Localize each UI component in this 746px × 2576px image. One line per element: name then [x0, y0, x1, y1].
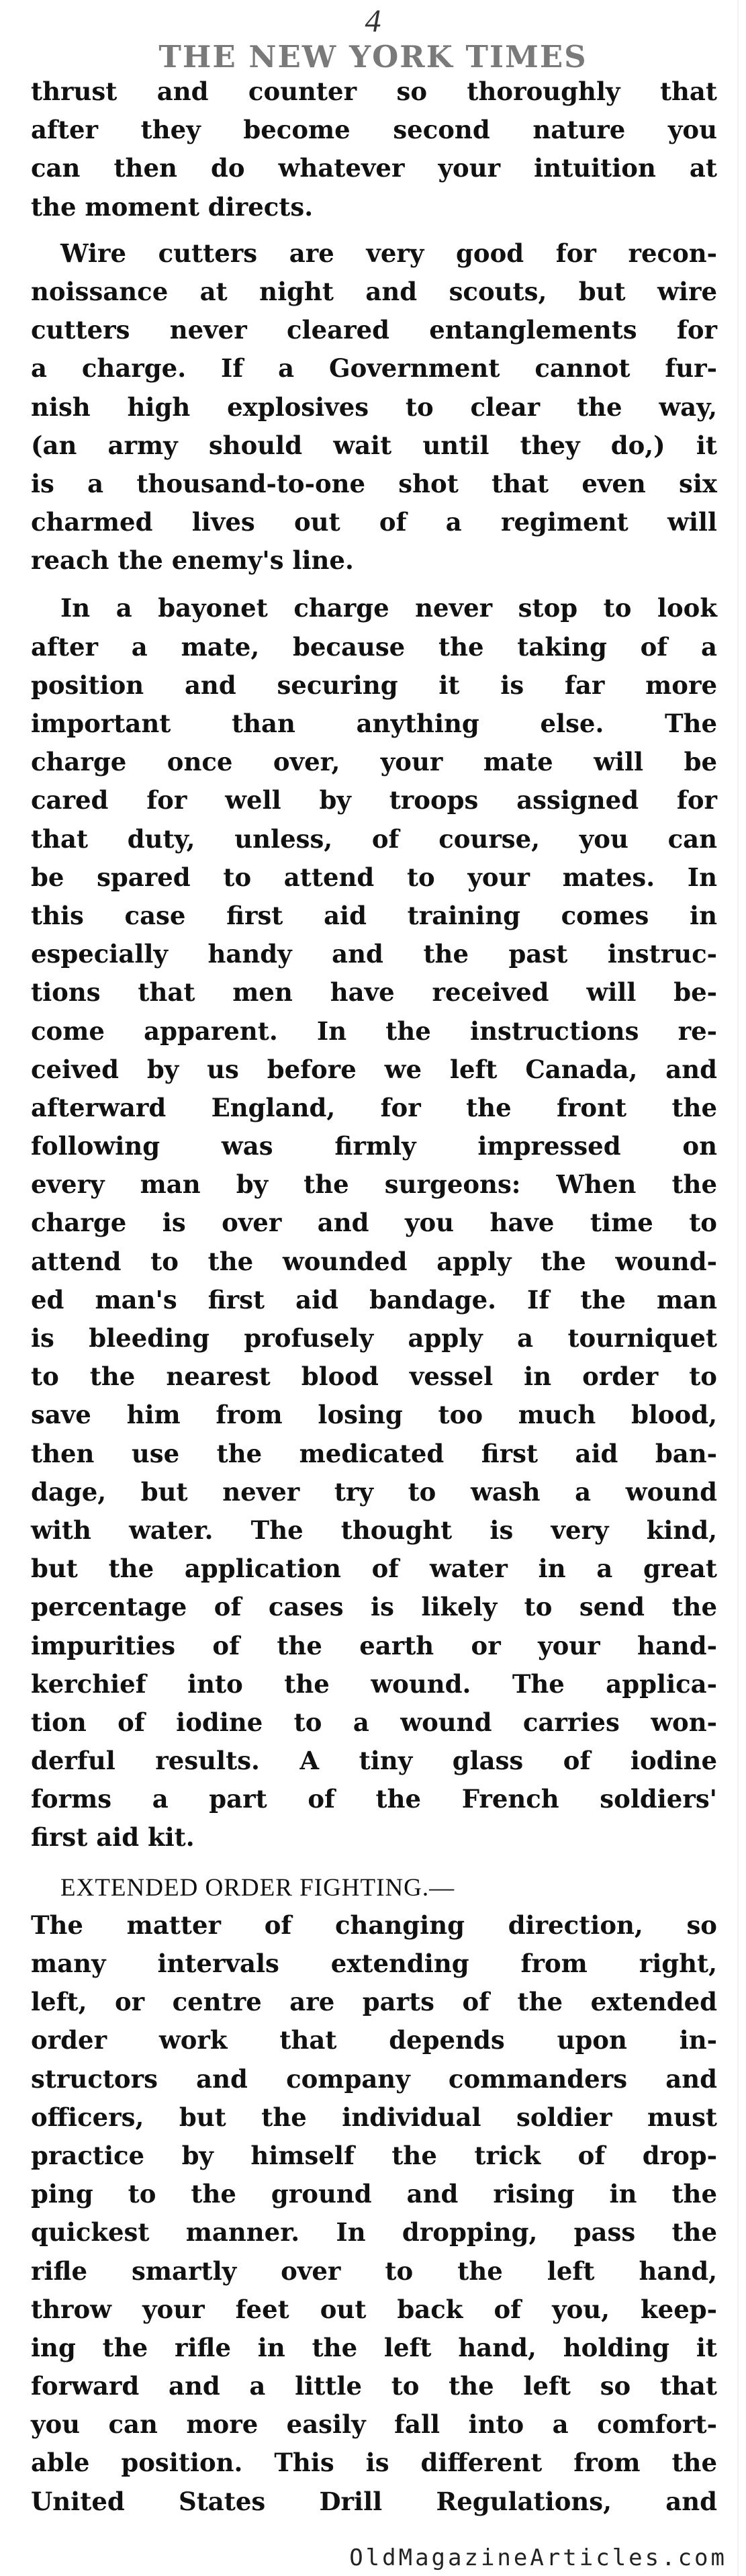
text-line: be spared to attend to your mates. In [31, 862, 717, 892]
text-line: can then do whatever your intuition at [31, 153, 717, 183]
text-line: save him from losing too much blood, [31, 1400, 717, 1430]
text-line: tions that men have received will be- [31, 977, 717, 1008]
text-line: United States Drill Regulations, and [31, 2486, 717, 2516]
text-line: then use the medicated first aid ban- [31, 1438, 717, 1468]
article-body [31, 73, 717, 2521]
text-line: The matter of changing direction, so [31, 1910, 717, 1940]
text-line: come apparent. In the instructions re- [31, 1016, 717, 1046]
text-line: following was firmly impressed on [31, 1131, 717, 1161]
text-line: Wire cutters are very good for recon- [60, 238, 717, 268]
text-line: derful results. A tiny glass of iodine [31, 1746, 717, 1776]
text-line: cutters never cleared entanglements for [31, 315, 717, 345]
text-line: important than anything else. The [31, 709, 717, 738]
paragraph-2 [31, 234, 717, 580]
text-line: order work that depends upon in- [31, 2025, 717, 2055]
text-line: charge once over, your mate will be [31, 747, 717, 777]
text-line: many intervals extending from right, [31, 1949, 717, 1978]
text-line: charge is over and you have time to [31, 1208, 717, 1238]
source-credit: OldMagazineArticles.com [349, 2544, 727, 2571]
text-line: cared for well by troops assigned for [31, 785, 717, 815]
text-line: percentage of cases is likely to send the [31, 1592, 717, 1622]
text-line: ing the rifle in the left hand, holding it [31, 2332, 717, 2362]
paragraph-4 [31, 1868, 717, 2521]
text-line: with water. The thought is very kind, [31, 1515, 717, 1545]
text-line: position and securing it is far more [31, 670, 717, 700]
text-line: tion of iodine to a wound carries won- [31, 1707, 717, 1737]
text-line: rifle smartly over to the left hand, [31, 2256, 717, 2286]
column-edge [737, 0, 739, 2576]
text-line: this case first aid training comes in [31, 900, 717, 930]
text-line: In a bayonet charge never stop to look [60, 593, 717, 623]
text-line: noissance at night and scouts, but wire [31, 276, 717, 306]
text-line: a charge. If a Government cannot fur- [31, 353, 717, 384]
text-line: attend to the wounded apply the wound- [31, 1246, 717, 1276]
text-line: forms a part of the French soldiers' [31, 1784, 717, 1814]
text-line: to the nearest blood vessel in order to [31, 1362, 717, 1392]
paragraph-1 [31, 73, 717, 226]
text-line: throw your feet out back of you, keep- [31, 2294, 717, 2324]
paragraph-3 [31, 589, 717, 1857]
section-heading-line [31, 1868, 717, 1906]
text-line: is bleeding profusely apply a tourniquet [31, 1323, 717, 1353]
text-line: left, or centre are parts of the extended [31, 1987, 717, 2017]
text-line: practice by himself the trick of drop- [31, 2140, 717, 2170]
text-line: afterward England, for the front the [31, 1092, 717, 1122]
text-line: (an army should wait until they do,) it [31, 430, 717, 460]
text-line: charmed lives out of a regiment will [31, 507, 717, 537]
text-line: nish high explosives to clear the way, [31, 392, 717, 422]
text-line: especially handy and the past instruc- [31, 939, 717, 969]
masthead: THE NEW YORK TIMES [158, 39, 588, 75]
text-line: officers, but the individual soldier must [31, 2102, 717, 2132]
text-line: forward and a little to the left so that [31, 2371, 717, 2401]
page-number: 4 [365, 3, 381, 39]
text-line: after a mate, because the taking of a [31, 631, 717, 662]
text-line: quickest manner. In dropping, pass the [31, 2217, 717, 2248]
text-line: thrust and counter so thoroughly that [31, 77, 717, 106]
text-line: ed man's first aid bandage. If the man [31, 1284, 717, 1315]
section-heading: EXTENDED ORDER FIGHTING.— [60, 1873, 455, 1902]
text-line: you can more easily fall into a comfort- [31, 2409, 717, 2440]
text-line: structors and company commanders and [31, 2063, 717, 2094]
text-line: the moment directs. [31, 191, 314, 222]
text-line: impurities of the earth or your hand- [31, 1630, 717, 1660]
text-line: reach the enemy's line. [31, 545, 354, 576]
text-line: dage, but never try to wash a wound [31, 1476, 717, 1507]
text-line: kerchief into the wound. The applica- [31, 1669, 717, 1699]
text-line: every man by the surgeons: When the [31, 1169, 717, 1200]
text-line: ceived by us before we left Canada, and [31, 1054, 717, 1084]
text-line: that duty, unless, of course, you can [31, 824, 717, 854]
text-line: is a thousand-to-one shot that even six [31, 468, 717, 498]
text-line: ping to the ground and rising in the [31, 2179, 717, 2209]
text-line: after they become second nature you [31, 115, 717, 145]
text-line: able position. This is different from the [31, 2448, 717, 2478]
text-line: first aid kit. [31, 1822, 195, 1853]
text-line: but the application of water in a great [31, 1554, 717, 1584]
